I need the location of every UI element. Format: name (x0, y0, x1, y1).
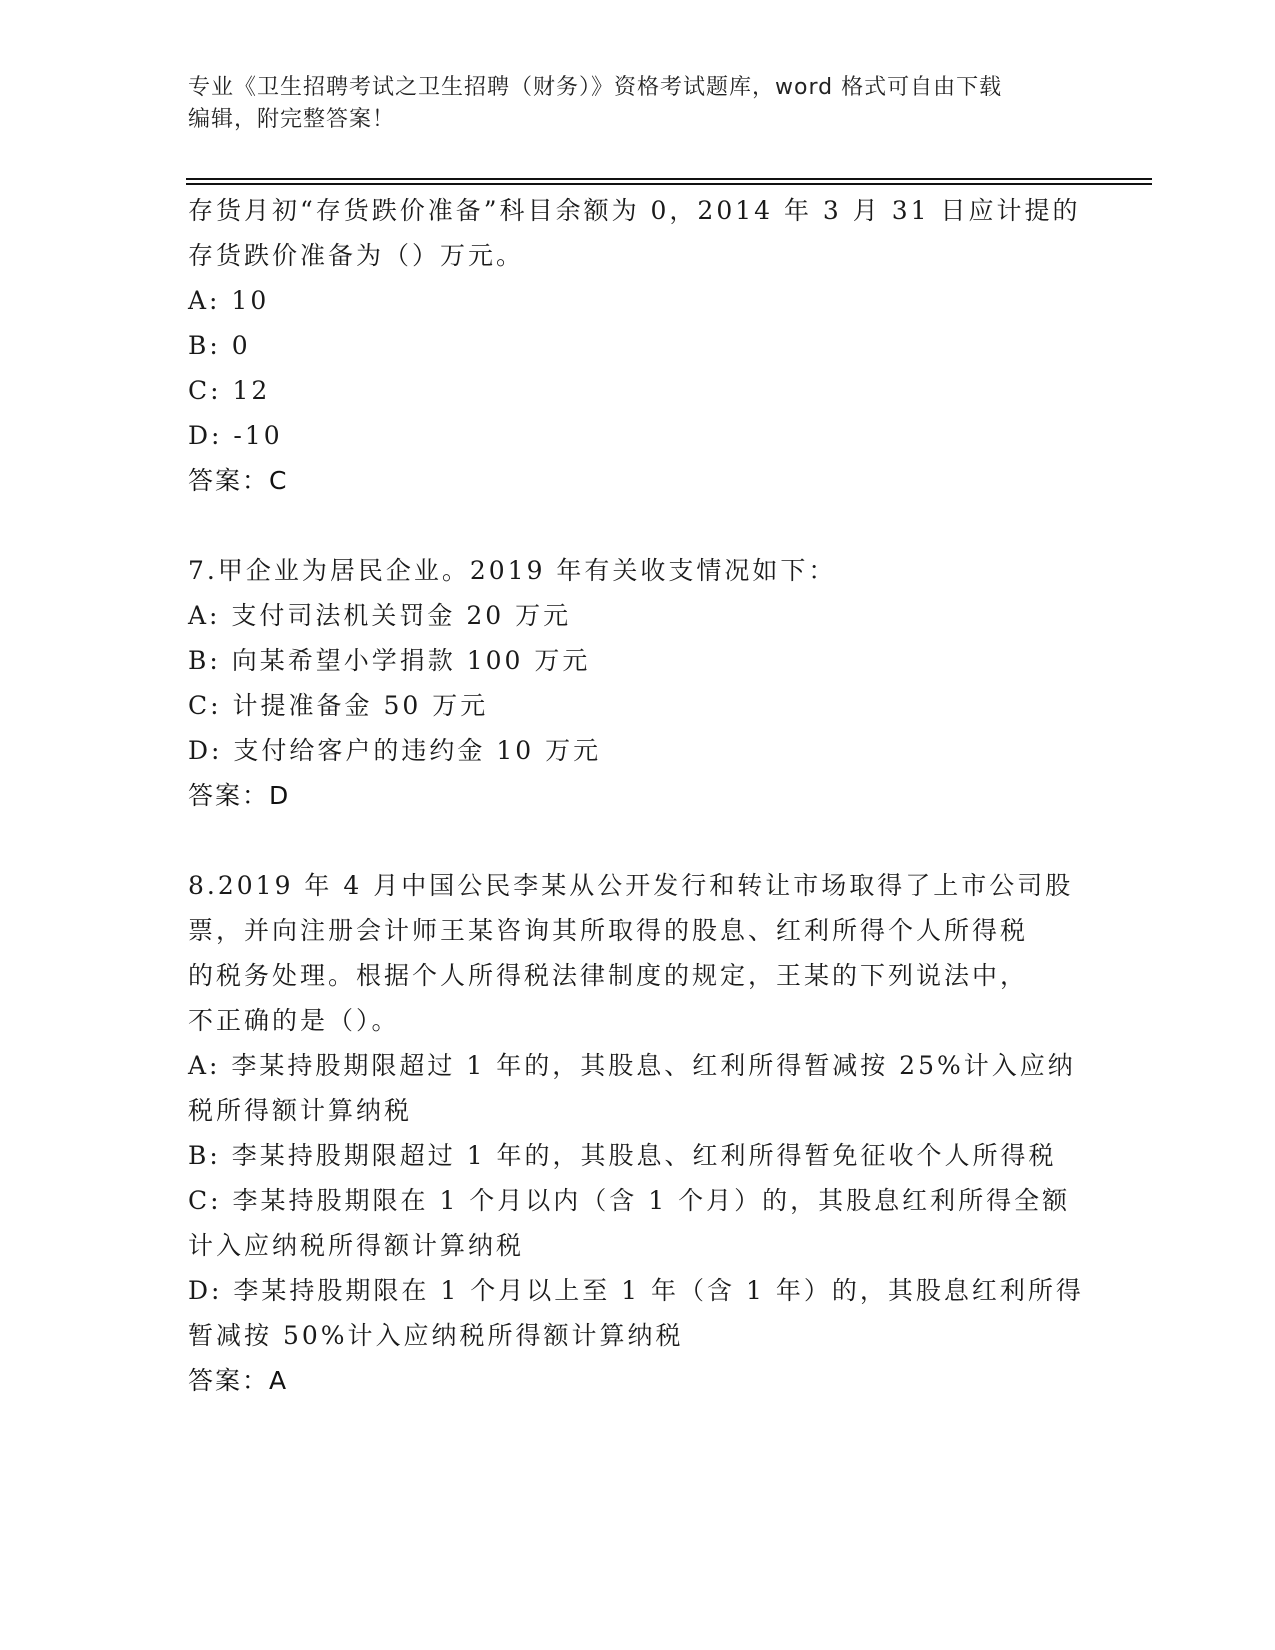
question-stem: 存货月初“存货跌价准备”科目余额为 0，2014 年 3 月 31 日应计提的 (188, 196, 1081, 225)
document-header (188, 72, 1088, 136)
option-d: D: -10 (188, 421, 283, 450)
spacer (188, 818, 1088, 863)
question-stem: 8.2019 年 4 月中国公民李某从公开发行和转让市场取得了上市公司股 (188, 871, 1074, 900)
header-line-1: 专业《卫生招聘考试之卫生招聘（财务）》资格考试题库，word 格式可自由下载 (188, 75, 1003, 100)
question-content (188, 188, 1088, 1403)
header-divider-bottom (186, 183, 1152, 185)
answer-label: 答案：C (188, 466, 289, 495)
option-a: A: 10 (188, 286, 270, 315)
question-7 (188, 548, 1088, 818)
option-c: C: 12 (188, 376, 271, 405)
option-b: B: 向某希望小学捐款 100 万元 (188, 646, 591, 675)
question-8 (188, 863, 1088, 1403)
option-d-continued: 暂减按 50%计入应纳税所得额计算纳税 (188, 1321, 684, 1350)
option-a: A: 李某持股期限超过 1 年的，其股息、红利所得暂减按 25%计入应纳 (188, 1051, 1076, 1080)
option-b: B: 0 (188, 331, 251, 360)
option-c-continued: 计入应纳税所得额计算纳税 (188, 1231, 525, 1260)
option-a-continued: 税所得额计算纳税 (188, 1096, 413, 1125)
option-c: C: 计提准备金 50 万元 (188, 691, 489, 720)
answer-label: 答案：D (188, 781, 291, 810)
option-d: D: 支付给客户的违约金 10 万元 (188, 736, 602, 765)
question-stem: 7.甲企业为居民企业。2019 年有关收支情况如下： (188, 556, 837, 585)
option-d: D: 李某持股期限在 1 个月以上至 1 年（含 1 年）的，其股息红利所得 (188, 1276, 1084, 1305)
option-b: B: 李某持股期限超过 1 年的，其股息、红利所得暂免征收个人所得税 (188, 1141, 1057, 1170)
question-stem: 的税务处理。根据个人所得税法律制度的规定，王某的下列说法中， (188, 961, 1029, 990)
question-stem: 存货跌价准备为（）万元。 (188, 241, 525, 270)
spacer (188, 503, 1088, 548)
question-stem: 不正确的是（）。 (188, 1006, 400, 1035)
question-stem: 票，并向注册会计师王某咨询其所取得的股息、红利所得个人所得税 (188, 916, 1029, 945)
option-c: C: 李某持股期限在 1 个月以内（含 1 个月）的，其股息红利所得全额 (188, 1186, 1071, 1215)
header-line-2: 编辑，附完整答案！ (188, 107, 396, 132)
header-divider-top (186, 178, 1152, 180)
answer-label: 答案：A (188, 1366, 289, 1395)
question-6 (188, 188, 1088, 503)
option-a: A: 支付司法机关罚金 20 万元 (188, 601, 572, 630)
